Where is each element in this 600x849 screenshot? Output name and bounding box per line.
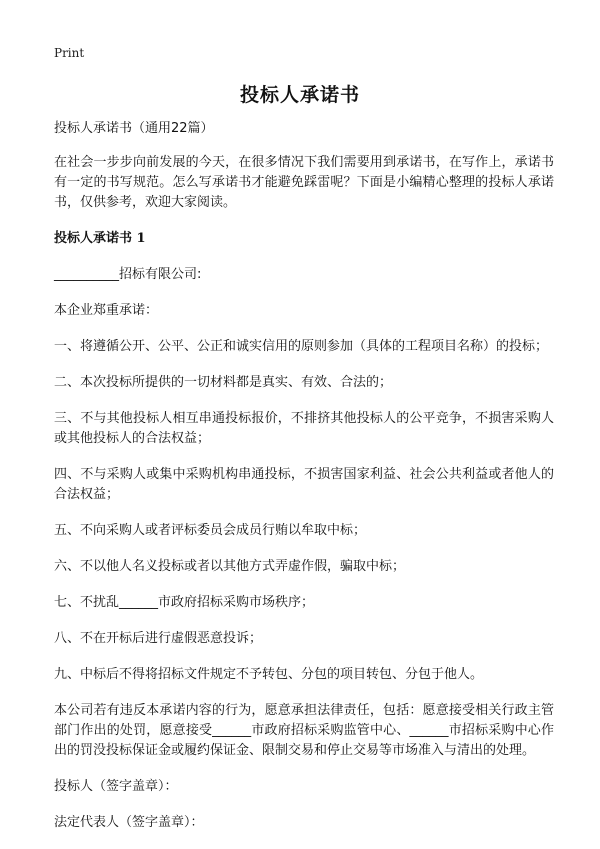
recipient-line: __________招标有限公司: [54,267,202,282]
commitment-item: 七、不扰乱______市政府招标采购市场秩序； [54,595,315,610]
section-heading [54,229,554,249]
section-number: 1 [136,231,146,246]
commitment-item: 八、不在开标后进行虚假恶意投诉； [54,631,263,646]
lead-line: 本企业郑重承诺： [54,303,159,318]
commitment-item: 三、不与其他投标人相互串通投标报价，不排挤其他投标人的公平竞争，不损害采购人或其他投标人的合法权益； [54,411,554,446]
penalty-paragraph: 本公司若有违反本承诺内容的行为，愿意承担法律责任，包括：愿意接受相关行政主管部门作出的处罚，愿意接受______市政府招标采购监管中心、______市招标采购中心作出的罚没投标保证金或履约保证金、限制交易和停止交易等市场准入与清出的处理。 [54,703,554,758]
section-title: 投标人承诺书 [54,231,133,246]
commitment-item: 一、将遵循公开、公平、公正和诚实信用的原则参加（具体的工程项目名称）的投标； [54,339,549,354]
document-body [54,119,554,849]
commitment-item: 九、中标后不得将招标文件规定不予转包、分包的项目转包、分包于他人。 [54,667,484,682]
commitment-item: 二、本次投标所提供的一切材料都是真实、有效、合法的； [54,375,393,390]
document-subtitle: 投标人承诺书（通用22篇） [54,121,214,136]
commitment-item: 五、不向采购人或者评标委员会成员行贿以牟取中标； [54,523,367,538]
signature-legal-rep: 法定代表人（签字盖章）： [54,815,204,830]
intro-paragraph: 在社会一步步向前发展的今天，在很多情况下我们需要用到承诺书，在写作上，承诺书有一定的书写规范。怎么写承诺书才能避免踩雷呢？下面是小编精心整理的投标人承诺书，仅供参考，欢迎大家阅读。 [54,155,554,210]
document-title: 投标人承诺书 [239,84,360,106]
commitment-item: 四、不与采购人或集中采购机构串通投标，不损害国家利益、社会公共利益或者他人的合法权益； [54,467,554,502]
signature-bidder: 投标人（签字盖章）： [54,779,178,794]
print-link[interactable]: Print [54,46,85,60]
commitment-item: 六、不以他人名义投标或者以其他方式弄虚作假，骗取中标； [54,559,406,574]
